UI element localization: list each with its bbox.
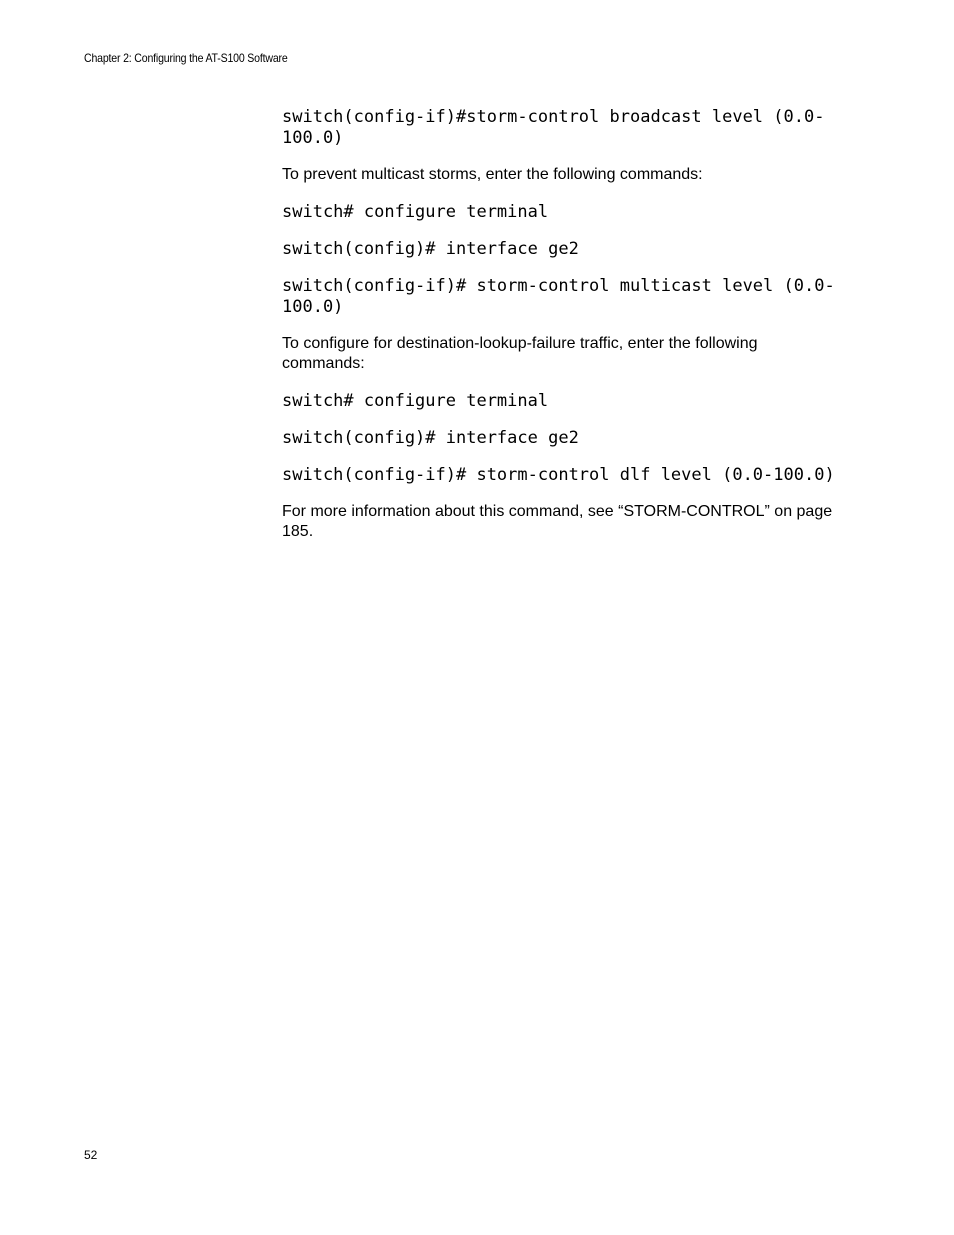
code-configure-terminal: switch# configure terminal xyxy=(282,202,549,222)
code-multicast-level: switch(config-if)# storm-control multicast level (0.0- 100.0) xyxy=(282,276,835,317)
paragraph-more-info: For more information about this command, see “STORM-CONTROL” on page 185. xyxy=(282,503,833,540)
page-content xyxy=(282,107,844,559)
code-dlf-level: switch(config-if)# storm-control dlf level (0.0-100.0) xyxy=(282,465,835,485)
code-configure-terminal: switch# configure terminal xyxy=(282,391,549,411)
paragraph-dlf-intro: To configure for destination-lookup-failure traffic, enter the following commands: xyxy=(282,335,758,372)
code-interface-ge2: switch(config)# interface ge2 xyxy=(282,239,579,259)
running-header: Chapter 2: Configuring the AT-S100 Software xyxy=(84,51,288,65)
paragraph-multicast-intro: To prevent multicast storms, enter the following commands: xyxy=(282,166,703,183)
code-interface-ge2: switch(config)# interface ge2 xyxy=(282,428,579,448)
page-number: 52 xyxy=(84,1148,98,1162)
code-broadcast-level: switch(config-if)#storm-control broadcast level (0.0- 100.0) xyxy=(282,107,825,148)
